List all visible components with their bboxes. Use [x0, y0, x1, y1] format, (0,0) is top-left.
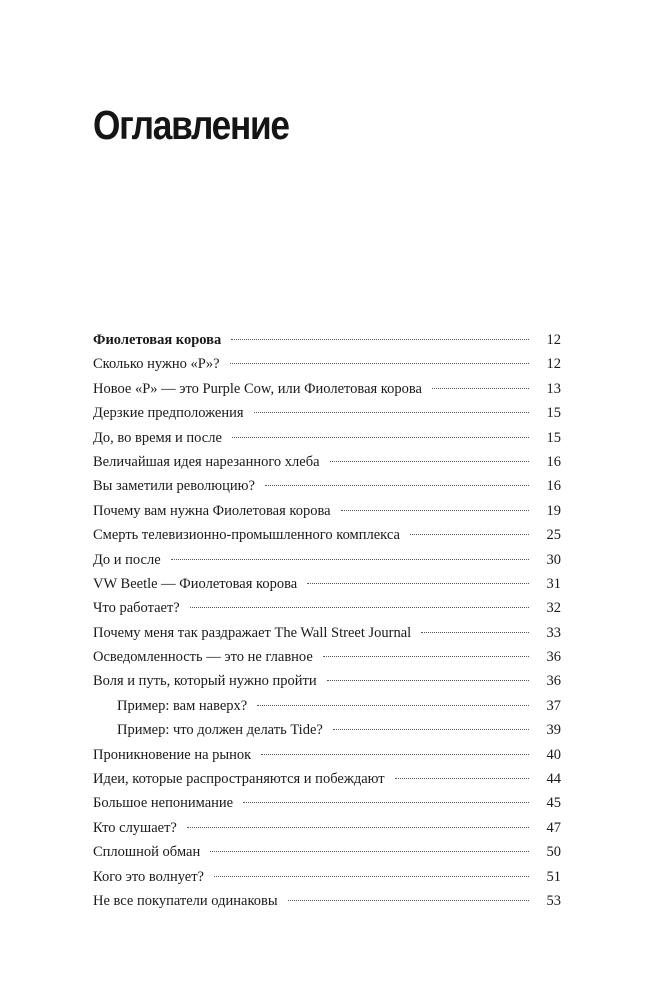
toc-page-number: 40	[546, 746, 561, 763]
page-title: Оглавление	[93, 102, 289, 148]
toc-page-number: 12	[546, 356, 561, 373]
toc-entry-title: VW Beetle — Фиолетовая корова	[93, 575, 298, 592]
toc-dot-leader	[330, 461, 529, 462]
toc-entry-title: Пример: вам наверх?	[117, 697, 248, 714]
toc-entry[interactable]	[93, 718, 561, 742]
toc-page-number: 31	[546, 575, 561, 592]
toc-entry[interactable]	[93, 840, 561, 864]
toc-entry[interactable]	[93, 572, 561, 596]
toc-dot-leader	[432, 388, 529, 389]
toc-entry[interactable]	[93, 328, 561, 352]
toc-page-number: 39	[546, 722, 561, 739]
toc-dot-leader	[261, 754, 529, 755]
toc-page-number: 12	[546, 332, 561, 348]
toc-entry[interactable]	[93, 426, 561, 450]
toc-entry[interactable]	[93, 596, 561, 620]
toc-entry-title: Воля и путь, который нужно пройти	[93, 673, 317, 690]
toc-entry[interactable]	[93, 767, 561, 791]
toc-page-number: 36	[546, 649, 561, 666]
toc-dot-leader	[254, 412, 529, 413]
toc-dot-leader	[232, 437, 529, 438]
toc-entry-title: Почему вам нужна Фиолетовая корова	[93, 502, 331, 519]
toc-entry-title: Не все покупатели одинаковы	[93, 892, 278, 909]
toc-page-number: 15	[546, 429, 561, 446]
toc-dot-leader	[327, 680, 529, 681]
toc-page-number: 44	[546, 771, 561, 788]
toc-dot-leader	[190, 607, 529, 608]
toc-dot-leader	[341, 510, 529, 511]
toc-entry-title: Смерть телевизионно-промышленного комплекса	[93, 527, 400, 544]
toc-page-number: 45	[546, 795, 561, 812]
toc-dot-leader	[243, 802, 529, 803]
toc-entry-title: До, во время и после	[93, 429, 222, 446]
toc-page-number: 30	[546, 551, 561, 568]
toc-entry[interactable]	[93, 816, 561, 840]
toc-entry[interactable]	[93, 548, 561, 572]
toc-entry[interactable]	[93, 499, 561, 523]
toc-page-number: 25	[546, 527, 561, 544]
toc-page-number: 33	[546, 624, 561, 641]
toc-entry[interactable]	[93, 743, 561, 767]
toc-dot-leader	[288, 900, 529, 901]
toc-entry-title: Кого это волнует?	[93, 868, 204, 885]
toc-entry-title: До и после	[93, 551, 161, 568]
toc-entry[interactable]	[93, 352, 561, 376]
toc-entry-title: Сплошной обман	[93, 844, 201, 861]
toc-entry-title: Большое непонимание	[93, 795, 234, 812]
toc-page-number: 16	[546, 453, 561, 470]
toc-entry-title: Величайшая идея нарезанного хлеба	[93, 453, 320, 470]
toc-page-number: 16	[546, 478, 561, 495]
toc-dot-leader	[231, 339, 529, 340]
toc-dot-leader	[171, 559, 529, 560]
toc-entry-title: Осведомленность — это не главное	[93, 649, 313, 666]
toc-dot-leader	[395, 778, 529, 779]
toc-entry[interactable]	[93, 645, 561, 669]
toc-dot-leader	[421, 632, 529, 633]
toc-page-number: 15	[546, 405, 561, 422]
toc-dot-leader	[187, 827, 529, 828]
toc-entry[interactable]	[93, 889, 561, 913]
toc-entry-title: Вы заметили революцию?	[93, 478, 255, 495]
table-of-contents	[93, 328, 561, 913]
toc-dot-leader	[307, 583, 529, 584]
toc-dot-leader	[410, 534, 529, 535]
toc-page-number: 32	[546, 600, 561, 617]
toc-entry-title: Новое «P» — это Purple Cow, или Фиолетовая корова	[93, 380, 422, 397]
toc-page-number: 47	[546, 819, 561, 836]
toc-dot-leader	[333, 729, 529, 730]
toc-dot-leader	[265, 485, 529, 486]
toc-entry-title: Кто слушает?	[93, 819, 177, 836]
toc-entry[interactable]	[93, 865, 561, 889]
toc-entry[interactable]	[93, 474, 561, 498]
toc-page-number: 51	[546, 868, 561, 885]
toc-entry-title: Почему меня так раздражает The Wall Street Journal	[93, 624, 412, 641]
toc-entry-title: Проникновение на рынок	[93, 746, 252, 763]
toc-entry-title: Фиолетовая корова	[93, 332, 222, 348]
toc-dot-leader	[210, 851, 529, 852]
toc-entry-title: Что работает?	[93, 600, 180, 617]
toc-entry-title: Дерзкие предположения	[93, 405, 244, 422]
toc-entry[interactable]	[93, 791, 561, 815]
toc-entry[interactable]	[93, 669, 561, 693]
toc-entry-title: Пример: что должен делать Tide?	[117, 722, 323, 739]
toc-page-number: 36	[546, 673, 561, 690]
toc-page-number: 19	[546, 502, 561, 519]
toc-page-number: 50	[546, 844, 561, 861]
toc-entry-title: Идеи, которые распространяются и побеждают	[93, 771, 385, 788]
toc-page-number: 53	[546, 892, 561, 909]
toc-dot-leader	[230, 363, 529, 364]
toc-entry[interactable]	[93, 694, 561, 718]
toc-dot-leader	[323, 656, 529, 657]
toc-entry[interactable]	[93, 621, 561, 645]
toc-entry[interactable]	[93, 401, 561, 425]
toc-dot-leader	[257, 705, 529, 706]
toc-entry-title: Сколько нужно «P»?	[93, 356, 220, 373]
toc-page-number: 13	[546, 380, 561, 397]
toc-dot-leader	[214, 876, 529, 877]
toc-entry[interactable]	[93, 450, 561, 474]
toc-entry[interactable]	[93, 377, 561, 401]
toc-page-number: 37	[546, 697, 561, 714]
toc-entry[interactable]	[93, 523, 561, 547]
